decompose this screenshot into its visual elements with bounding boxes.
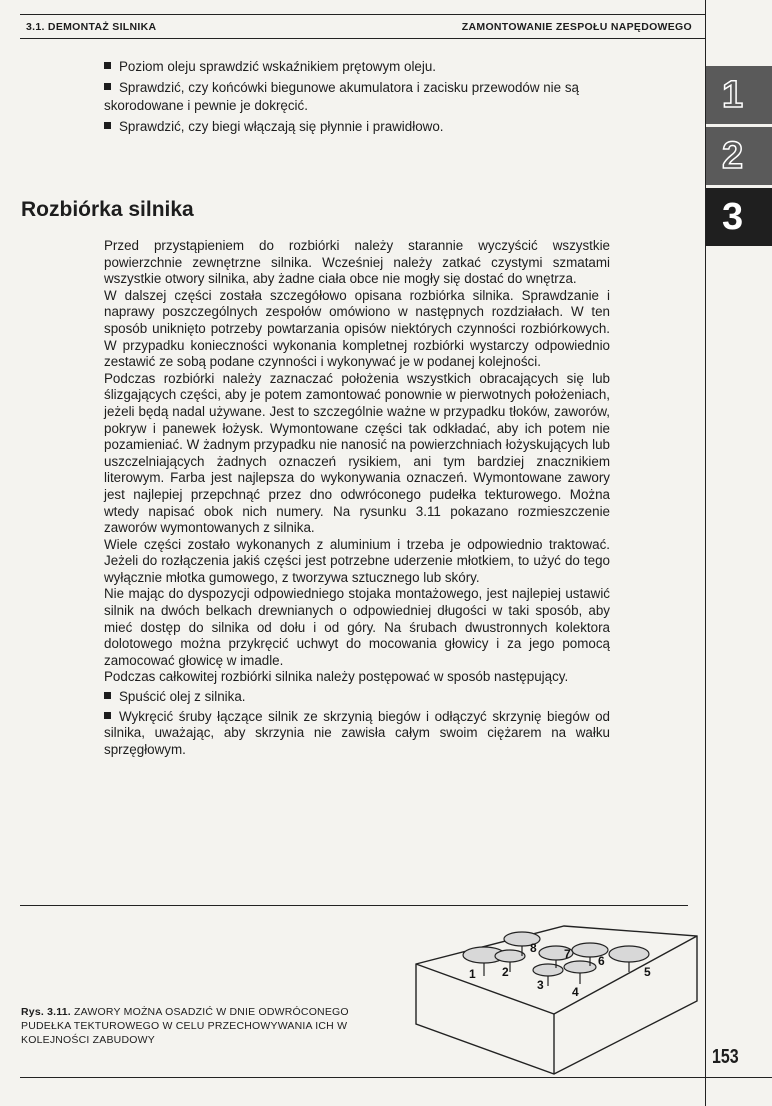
running-head-left: 3.1. DEMONTAŻ SILNIKA bbox=[26, 21, 157, 33]
chapter-tab-3[interactable]: 3 bbox=[706, 188, 772, 246]
figure-label: 7 bbox=[564, 947, 571, 961]
list-item: Spuścić olej z silnika. bbox=[104, 689, 610, 706]
bullet-icon bbox=[104, 712, 111, 719]
footer-rule bbox=[20, 1077, 772, 1078]
valve-box-illustration bbox=[414, 906, 700, 1076]
running-head-right: ZAMONTOWANIE ZESPOŁU NAPĘDOWEGO bbox=[461, 21, 692, 33]
paragraph: Wiele części zostało wykonanych z aluminium i trzeba je odpowiednio traktować. Jeżeli do rozłączenia jakiś części jest potrzebne uderzenie młotkiem, to użyć do tego wyłącznie młotka gumowego, z tworzywa sztucznego lub skóry. bbox=[104, 536, 610, 585]
figure-caption bbox=[21, 1005, 351, 1047]
caption-label: Rys. 3.11. bbox=[21, 1006, 71, 1018]
header-rule-top bbox=[20, 14, 705, 15]
paragraph: Nie mając do dyspozycji odpowiedniego stojaka montażowego, jest najlepiej ustawić silnik na dwóch belkach drewnianych o odpowiedniej długości w taki sposób, aby mieć dostęp do silnika od dołu i od góry. Na śrubach dwustronnych kolektora dolotowego można przykręcić uchwyt do mocowania głowicy i za jego pomocą zamocować głowicę w imadle. bbox=[104, 586, 610, 668]
list-item: Wykręcić śruby łączące silnik ze skrzynią biegów i odłączyć skrzynię biegów od silnika, uważając, aby skrzynia nie zawisła całym swoim ciężarem na wałku sprzęgłowym. bbox=[104, 708, 610, 757]
bullet-icon bbox=[104, 62, 111, 69]
figure-label: 6 bbox=[598, 954, 605, 968]
chapter-tab-1[interactable]: 1 bbox=[706, 66, 772, 124]
figure-label: 4 bbox=[572, 985, 579, 999]
list-item: Sprawdzić, czy biegi włączają się płynnie i prawidłowo. bbox=[104, 118, 624, 137]
bullet-icon bbox=[104, 83, 111, 90]
bullet-icon bbox=[104, 692, 111, 699]
list-item: Poziom oleju sprawdzić wskaźnikiem prętowym oleju. bbox=[104, 58, 624, 77]
paragraph: Podczas całkowitej rozbiórki silnika należy postępować w sposób następujący. bbox=[104, 669, 569, 685]
header-rule-bottom bbox=[20, 38, 705, 39]
figure-label: 8 bbox=[530, 941, 537, 955]
page-number: 153 bbox=[712, 1046, 739, 1068]
section-title: Rozbiórka silnika bbox=[21, 198, 194, 221]
chapter-tab-2[interactable]: 2 bbox=[706, 127, 772, 185]
check-list bbox=[104, 58, 624, 138]
list-item: Sprawdzić, czy końcówki biegunowe akumulatora i zacisku przewodów nie są skorodowane i pewnie je dokręcić. bbox=[104, 79, 579, 113]
figure-label: 3 bbox=[537, 978, 544, 992]
figure-label: 1 bbox=[469, 967, 476, 981]
paragraph: Przed przystąpieniem do rozbiórki należy starannie wyczyścić wszystkie powierzchnie zewnętrzne silnika. Wcześniej należy zatkać czystymi szmatami wszystkie otwory silnika, aby żadne ciała obce nie mogły się dostać do wnętrza. bbox=[104, 238, 610, 287]
body-text bbox=[104, 238, 610, 758]
paragraph: Podczas rozbiórki należy zaznaczać położenia wszystkich obracających się lub ślizgających części, aby je potem zamontować ponownie w pierwotnych położeniach, jeżeli będą nadal używane. Jest to szczególnie ważne w przypadku tłoków, zaworów, pokryw i panewek łożysk. Wymontowane części tak odkładać, aby ich potem nie pozamieniać. W żadnym przypadku nie nanosić na powierzchniach łożyskujących lub uszczelniających żadnych oznaczeń rysikiem, ani tym bardziej znacznikiem literowym. Farba jest najlepsza do wykonywania oznaczeń. Wymontowane zawory jest najlepiej przepchnąć przez dno odwróconego pudełka tekturowego. Można wtedy napisać obok nich numery. Na rysunku 3.11 pokazano rozmieszczenie zaworów wymontowanych z silnika. bbox=[104, 370, 610, 536]
figure-label: 2 bbox=[502, 965, 509, 979]
bullet-icon bbox=[104, 122, 111, 129]
figure-label: 5 bbox=[644, 965, 651, 979]
caption-text: ZAWORY MOŻNA OSADZIĆ W DNIE ODWRÓCONEGO PUDEŁKA TEKTUROWEGO W CELU PRZECHOWYWANIA ICH W KOLEJNOŚCI ZABUDOWY bbox=[21, 1006, 349, 1046]
paragraph: W dalszej części została szczegółowo opisana rozbiórka silnika. Sprawdzanie i naprawy poszczególnych zespołów omówiono w następnych rozdziałach. W ten sposób uniknięto potrzeby powtarzania opisów niektórych czynności rozbiórkowych. W przypadku konieczności wykonania kompletnej rozbiórki wystarczy odpowiednio zestawić ze sobą podane czynności i wykonywać je w podanej kolejności. bbox=[104, 287, 610, 370]
